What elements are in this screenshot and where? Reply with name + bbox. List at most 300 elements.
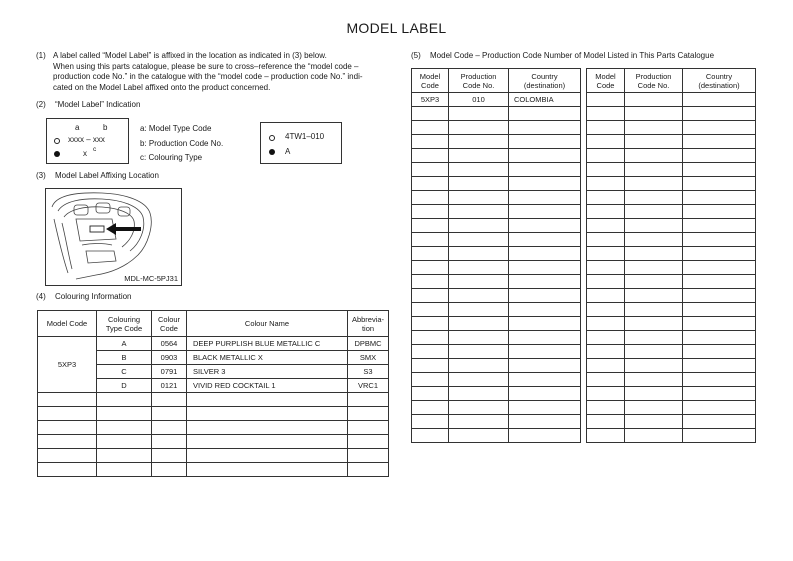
empty-cell — [625, 275, 683, 289]
empty-row — [38, 421, 389, 435]
empty-row — [587, 247, 756, 261]
empty-row — [412, 303, 581, 317]
model-code-table-right — [586, 68, 756, 443]
empty-cell — [625, 135, 683, 149]
empty-cell — [97, 393, 152, 407]
empty-cell — [412, 191, 449, 205]
table-cell: BLACK METALLIC X — [187, 351, 348, 365]
empty-cell — [683, 261, 756, 275]
empty-cell — [683, 345, 756, 359]
empty-row — [587, 219, 756, 233]
empty-cell — [152, 407, 187, 421]
table-cell: S3 — [348, 365, 389, 379]
empty-cell — [97, 421, 152, 435]
empty-row — [412, 107, 581, 121]
empty-row — [587, 191, 756, 205]
empty-cell — [509, 387, 581, 401]
motorcycle-seat-illustration — [46, 189, 181, 285]
empty-cell — [412, 401, 449, 415]
empty-cell — [587, 303, 625, 317]
model-code-cell: 5XP3 — [38, 337, 97, 393]
empty-cell — [587, 359, 625, 373]
empty-cell — [625, 289, 683, 303]
empty-cell — [587, 219, 625, 233]
section-4-number: (4) — [36, 292, 46, 301]
table-cell: A — [97, 337, 152, 351]
empty-cell — [625, 177, 683, 191]
empty-cell — [38, 449, 97, 463]
empty-row — [412, 149, 581, 163]
empty-cell — [625, 93, 683, 107]
empty-cell — [509, 205, 581, 219]
empty-cell — [587, 401, 625, 415]
page-title: MODEL LABEL — [346, 20, 447, 36]
empty-cell — [625, 415, 683, 429]
empty-cell — [449, 289, 509, 303]
empty-cell — [449, 177, 509, 191]
empty-cell — [509, 373, 581, 387]
empty-cell — [683, 191, 756, 205]
blank-rows — [412, 107, 581, 443]
empty-row — [412, 387, 581, 401]
empty-cell — [187, 463, 348, 477]
empty-cell — [152, 449, 187, 463]
legend-item: a: Model Type Code — [140, 124, 212, 133]
empty-cell — [449, 429, 509, 443]
table-cell: 0121 — [152, 379, 187, 393]
empty-cell — [683, 373, 756, 387]
empty-cell — [449, 303, 509, 317]
empty-cell — [509, 331, 581, 345]
empty-cell — [683, 219, 756, 233]
empty-cell — [625, 261, 683, 275]
empty-cell — [509, 247, 581, 261]
section-2-heading — [36, 100, 140, 111]
empty-cell — [412, 247, 449, 261]
empty-cell — [412, 373, 449, 387]
empty-row — [587, 345, 756, 359]
example-colour: A — [285, 147, 291, 156]
legend-item: b: Production Code No. — [140, 138, 224, 148]
empty-cell — [587, 261, 625, 275]
empty-cell — [348, 449, 389, 463]
empty-cell — [683, 233, 756, 247]
empty-cell — [683, 107, 756, 121]
section-5-number: (5) — [411, 51, 421, 60]
empty-cell — [97, 449, 152, 463]
empty-cell — [683, 401, 756, 415]
empty-cell — [412, 135, 449, 149]
empty-row — [38, 449, 389, 463]
empty-cell — [509, 233, 581, 247]
empty-cell — [449, 387, 509, 401]
table-cell: VRC1 — [348, 379, 389, 393]
empty-cell — [187, 449, 348, 463]
table-cell: SILVER 3 — [187, 365, 348, 379]
empty-cell — [683, 289, 756, 303]
empty-cell — [625, 149, 683, 163]
empty-cell — [509, 289, 581, 303]
empty-cell — [587, 93, 625, 107]
empty-cell — [683, 121, 756, 135]
empty-cell — [509, 219, 581, 233]
empty-cell — [625, 191, 683, 205]
empty-row — [587, 275, 756, 289]
empty-cell — [625, 429, 683, 443]
empty-row — [587, 261, 756, 275]
column-header: Colour Name — [187, 311, 348, 337]
empty-cell — [625, 233, 683, 247]
empty-cell — [449, 121, 509, 135]
empty-cell — [683, 387, 756, 401]
empty-cell — [449, 219, 509, 233]
empty-row — [412, 415, 581, 429]
empty-cell — [587, 317, 625, 331]
empty-row — [587, 387, 756, 401]
empty-row — [412, 345, 581, 359]
label-legend — [140, 122, 223, 166]
table-cell: D — [97, 379, 152, 393]
empty-cell — [152, 393, 187, 407]
empty-cell — [509, 135, 581, 149]
empty-row — [587, 289, 756, 303]
empty-cell — [509, 359, 581, 373]
section-1-line: cated on the Model Label affixed onto the product concerned. — [53, 82, 271, 92]
column-header: Model Code — [412, 69, 449, 93]
label-c: c — [93, 146, 97, 153]
empty-cell — [187, 435, 348, 449]
empty-cell — [187, 393, 348, 407]
empty-cell — [348, 407, 389, 421]
empty-row — [587, 233, 756, 247]
empty-cell — [587, 429, 625, 443]
empty-cell — [97, 435, 152, 449]
empty-row — [587, 373, 756, 387]
table-cell: B — [97, 351, 152, 365]
empty-cell — [412, 359, 449, 373]
empty-cell — [152, 421, 187, 435]
empty-cell — [625, 401, 683, 415]
table-cell: C — [97, 365, 152, 379]
empty-cell — [509, 303, 581, 317]
empty-cell — [348, 435, 389, 449]
table-cell: 0791 — [152, 365, 187, 379]
empty-cell — [449, 415, 509, 429]
table-row — [412, 93, 581, 107]
affixing-location-figure — [45, 188, 182, 286]
empty-cell — [683, 303, 756, 317]
empty-cell — [587, 191, 625, 205]
empty-cell — [509, 261, 581, 275]
empty-cell — [625, 345, 683, 359]
example-code: 4TW1–010 — [285, 132, 325, 141]
empty-cell — [412, 303, 449, 317]
empty-cell — [509, 121, 581, 135]
empty-cell — [625, 331, 683, 345]
empty-cell — [449, 149, 509, 163]
empty-row — [587, 149, 756, 163]
column-header: Colouring Type Code — [97, 311, 152, 337]
empty-row — [412, 163, 581, 177]
empty-row — [412, 247, 581, 261]
empty-row — [38, 407, 389, 421]
section-3-title: Model Label Affixing Location — [55, 171, 159, 180]
empty-cell — [509, 191, 581, 205]
empty-cell — [683, 177, 756, 191]
empty-cell — [152, 463, 187, 477]
column-header: Production Code No. — [449, 69, 509, 93]
section-1-text — [53, 51, 363, 93]
empty-cell — [683, 275, 756, 289]
label-b: b — [103, 123, 108, 132]
label-a: a — [75, 123, 80, 132]
empty-cell — [587, 289, 625, 303]
column-header: Production Code No. — [625, 69, 683, 93]
empty-row — [412, 373, 581, 387]
empty-cell — [187, 421, 348, 435]
column-header: Country (destination) — [509, 69, 581, 93]
section-2-title: “Model Label” Indication — [55, 100, 141, 109]
empty-cell — [348, 463, 389, 477]
filled-circle-icon — [269, 149, 275, 155]
section-4-title: Colouring Information — [55, 292, 132, 301]
empty-cell — [412, 233, 449, 247]
section-2-number: (2) — [36, 100, 46, 109]
table-row — [38, 337, 389, 351]
empty-cell — [412, 429, 449, 443]
empty-cell — [683, 205, 756, 219]
empty-row — [587, 317, 756, 331]
placeholder-code: xxxx – xxx — [68, 135, 105, 144]
empty-row — [587, 107, 756, 121]
empty-row — [587, 359, 756, 373]
empty-cell — [348, 421, 389, 435]
figure-reference: MDL-MC-5PJ31 — [124, 273, 178, 283]
empty-cell — [412, 317, 449, 331]
empty-cell — [412, 387, 449, 401]
empty-cell — [625, 107, 683, 121]
empty-cell — [348, 393, 389, 407]
model-label-example — [260, 122, 342, 164]
empty-row — [587, 401, 756, 415]
empty-cell — [509, 317, 581, 331]
empty-row — [412, 289, 581, 303]
empty-cell — [587, 233, 625, 247]
empty-row — [412, 219, 581, 233]
empty-row — [412, 359, 581, 373]
empty-cell — [412, 205, 449, 219]
empty-cell — [587, 121, 625, 135]
empty-row — [412, 233, 581, 247]
open-circle-icon — [269, 135, 275, 141]
empty-cell — [509, 415, 581, 429]
empty-row — [587, 177, 756, 191]
column-header: Abbrevia-tion — [348, 311, 389, 337]
empty-row — [412, 261, 581, 275]
empty-cell — [625, 163, 683, 177]
empty-cell — [683, 149, 756, 163]
empty-cell — [587, 247, 625, 261]
empty-row — [412, 275, 581, 289]
empty-cell — [683, 429, 756, 443]
legend-item: c: Colouring Type — [140, 153, 203, 162]
empty-cell — [449, 205, 509, 219]
empty-cell — [449, 233, 509, 247]
empty-cell — [412, 177, 449, 191]
empty-cell — [412, 275, 449, 289]
empty-cell — [412, 345, 449, 359]
table-cell: DPBMC — [348, 337, 389, 351]
blank-rows — [38, 393, 389, 477]
empty-cell — [509, 275, 581, 289]
empty-cell — [449, 275, 509, 289]
empty-cell — [587, 177, 625, 191]
section-5-heading — [411, 51, 714, 62]
empty-cell — [509, 163, 581, 177]
empty-row — [412, 191, 581, 205]
section-1-line: When using this parts catalogue, please be sure to cross–reference the “model code – — [53, 61, 359, 71]
empty-cell — [412, 107, 449, 121]
empty-cell — [449, 191, 509, 205]
empty-cell — [449, 359, 509, 373]
empty-cell — [38, 435, 97, 449]
empty-row — [587, 205, 756, 219]
empty-row — [587, 121, 756, 135]
empty-cell — [587, 415, 625, 429]
empty-cell — [683, 317, 756, 331]
table-cell: VIVID RED COCKTAIL 1 — [187, 379, 348, 393]
empty-cell — [509, 177, 581, 191]
colouring-table — [37, 310, 389, 477]
section-3-number: (3) — [36, 171, 46, 180]
empty-cell — [412, 219, 449, 233]
empty-cell — [683, 247, 756, 261]
open-circle-icon — [54, 138, 60, 144]
empty-row — [587, 135, 756, 149]
empty-cell — [412, 121, 449, 135]
empty-cell — [152, 435, 187, 449]
empty-cell — [683, 135, 756, 149]
empty-cell — [38, 407, 97, 421]
empty-cell — [625, 205, 683, 219]
empty-row — [412, 317, 581, 331]
empty-cell — [449, 345, 509, 359]
empty-cell — [38, 421, 97, 435]
table-cell: 5XP3 — [412, 93, 449, 107]
section-1-line: A label called “Model Label” is affixed in the location as indicated in (3) below. — [53, 51, 327, 60]
empty-cell — [449, 331, 509, 345]
empty-cell — [509, 429, 581, 443]
empty-cell — [449, 163, 509, 177]
empty-cell — [449, 373, 509, 387]
empty-cell — [625, 359, 683, 373]
column-header: Model Code — [587, 69, 625, 93]
table-cell: COLOMBIA — [509, 93, 581, 107]
section-1-number: (1) — [36, 51, 46, 60]
empty-cell — [625, 317, 683, 331]
label-x: x — [83, 149, 87, 158]
empty-row — [412, 177, 581, 191]
empty-cell — [97, 463, 152, 477]
empty-cell — [683, 415, 756, 429]
empty-cell — [683, 331, 756, 345]
empty-row — [587, 93, 756, 107]
empty-cell — [683, 359, 756, 373]
empty-cell — [97, 407, 152, 421]
empty-cell — [587, 163, 625, 177]
empty-cell — [449, 401, 509, 415]
empty-row — [412, 331, 581, 345]
empty-cell — [412, 289, 449, 303]
table-cell: 010 — [449, 93, 509, 107]
table-cell: SMX — [348, 351, 389, 365]
empty-row — [412, 205, 581, 219]
empty-cell — [587, 387, 625, 401]
empty-cell — [625, 387, 683, 401]
empty-row — [412, 401, 581, 415]
empty-cell — [449, 317, 509, 331]
empty-cell — [587, 107, 625, 121]
empty-cell — [587, 205, 625, 219]
section-3-heading — [36, 171, 159, 182]
empty-cell — [625, 247, 683, 261]
empty-row — [412, 121, 581, 135]
empty-row — [587, 163, 756, 177]
empty-cell — [509, 107, 581, 121]
empty-cell — [412, 149, 449, 163]
empty-cell — [683, 93, 756, 107]
empty-cell — [587, 331, 625, 345]
empty-cell — [587, 345, 625, 359]
empty-row — [412, 429, 581, 443]
empty-cell — [449, 135, 509, 149]
table-cell: 0564 — [152, 337, 187, 351]
model-code-table-left — [411, 68, 581, 443]
empty-row — [587, 415, 756, 429]
empty-cell — [587, 275, 625, 289]
empty-row — [412, 135, 581, 149]
empty-cell — [449, 247, 509, 261]
empty-cell — [38, 393, 97, 407]
model-label-diagram — [46, 118, 129, 164]
empty-row — [38, 463, 389, 477]
empty-row — [38, 435, 389, 449]
blank-rows — [587, 93, 756, 443]
empty-cell — [449, 261, 509, 275]
empty-cell — [412, 415, 449, 429]
empty-cell — [587, 149, 625, 163]
empty-row — [587, 429, 756, 443]
empty-cell — [625, 121, 683, 135]
column-header: Country (destination) — [683, 69, 756, 93]
section-1-line: production code No.” in the catalogue with the “model code – production code No.” indi- — [53, 72, 363, 81]
empty-cell — [412, 261, 449, 275]
section-4-heading — [36, 292, 132, 303]
section-5-title: Model Code – Production Code Number of Model Listed in This Parts Catalogue — [430, 51, 715, 60]
table-cell: DEEP PURPLISH BLUE METALLIC C — [187, 337, 348, 351]
table-cell: 0903 — [152, 351, 187, 365]
empty-cell — [509, 401, 581, 415]
empty-cell — [412, 331, 449, 345]
empty-cell — [625, 373, 683, 387]
empty-cell — [683, 163, 756, 177]
empty-row — [38, 393, 389, 407]
empty-cell — [625, 303, 683, 317]
empty-cell — [412, 163, 449, 177]
empty-cell — [38, 463, 97, 477]
column-header: Colour Code — [152, 311, 187, 337]
empty-cell — [509, 149, 581, 163]
